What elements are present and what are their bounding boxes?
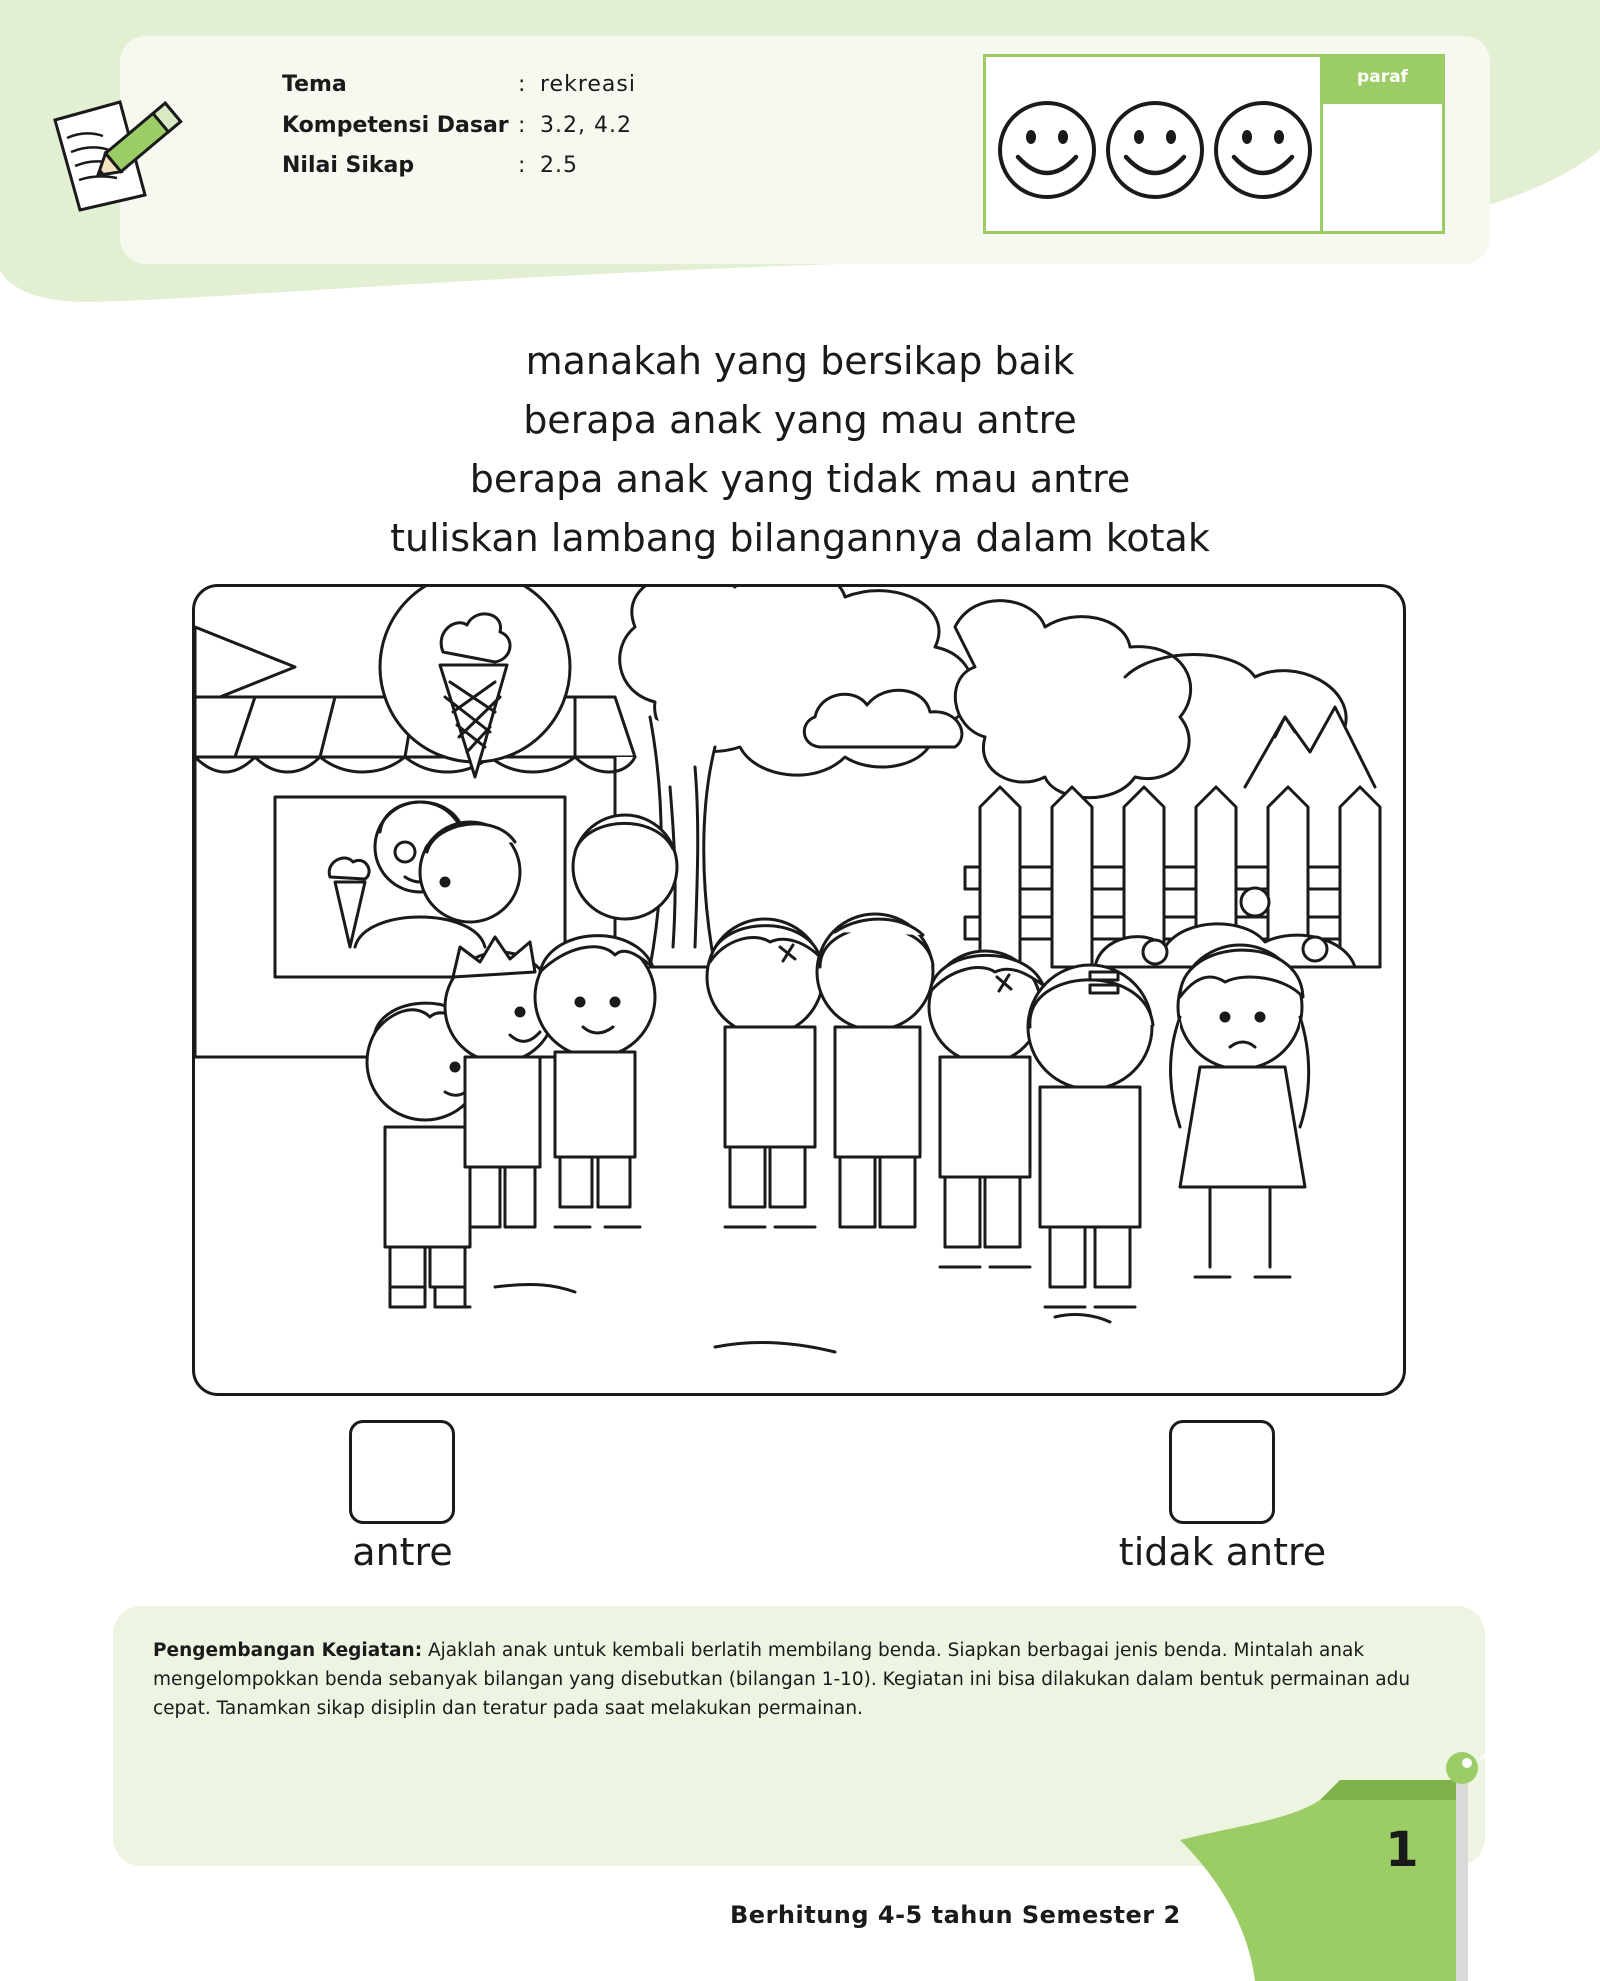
assessment-box	[983, 54, 1445, 234]
development-text	[153, 1636, 1453, 1723]
instruction-line: berapa anak yang tidak mau antre	[469, 457, 1131, 501]
queue-illustration	[192, 584, 1406, 1396]
instructions	[0, 332, 1600, 568]
meta-colon: :	[518, 153, 526, 178]
pencil-paper-icon	[45, 80, 185, 215]
book-title: Berhitung 4-5 tahun Semester 2	[730, 1901, 1181, 1929]
development-body: Ajaklah anak untuk kembali berlatih membilang benda. Siapkan berbagai jenis benda. Mintalah anak mengelompokkan benda sebanyak bilangan yang disebutkan (bilangan 1-10). Kegiatan ini bisa dilakukan dalam bentuk permainan adu cepat. Tanamkan sikap disiplin dan teratur pada saat melakukan permainan.	[153, 1640, 1411, 1719]
answer-label-antre: antre	[352, 1530, 453, 1574]
paraf-column[interactable]	[1320, 57, 1442, 231]
answer-box-antre[interactable]	[349, 1420, 455, 1524]
instruction-line: tuliskan lambang bilangannya dalam kotak	[390, 516, 1210, 560]
instruction-line: manakah yang bersikap baik	[525, 339, 1075, 383]
page-number: 1	[1385, 1822, 1419, 1878]
meta-label: Nilai Sikap	[282, 153, 415, 178]
paraf-label: paraf	[1323, 57, 1442, 104]
meta-value: 3.2, 4.2	[540, 113, 632, 138]
answer-label-tidak-antre: tidak antre	[1118, 1530, 1327, 1574]
meta-value: 2.5	[540, 153, 578, 178]
meta-label: Kompetensi Dasar	[282, 113, 509, 138]
meta-value: rekreasi	[540, 72, 636, 97]
meta-colon: :	[518, 113, 526, 138]
ice-cream-queue-drawing	[195, 587, 1406, 1396]
development-heading: Pengembangan Kegiatan:	[153, 1640, 423, 1661]
smiley-icon[interactable]	[1212, 99, 1314, 201]
answer-box-tidak-antre[interactable]	[1169, 1420, 1275, 1524]
smiley-icon[interactable]	[1104, 99, 1206, 201]
meta-colon: :	[518, 72, 526, 97]
smiley-icon[interactable]	[996, 99, 1098, 201]
instruction-line: berapa anak yang mau antre	[523, 398, 1077, 442]
meta-label: Tema	[282, 72, 347, 97]
